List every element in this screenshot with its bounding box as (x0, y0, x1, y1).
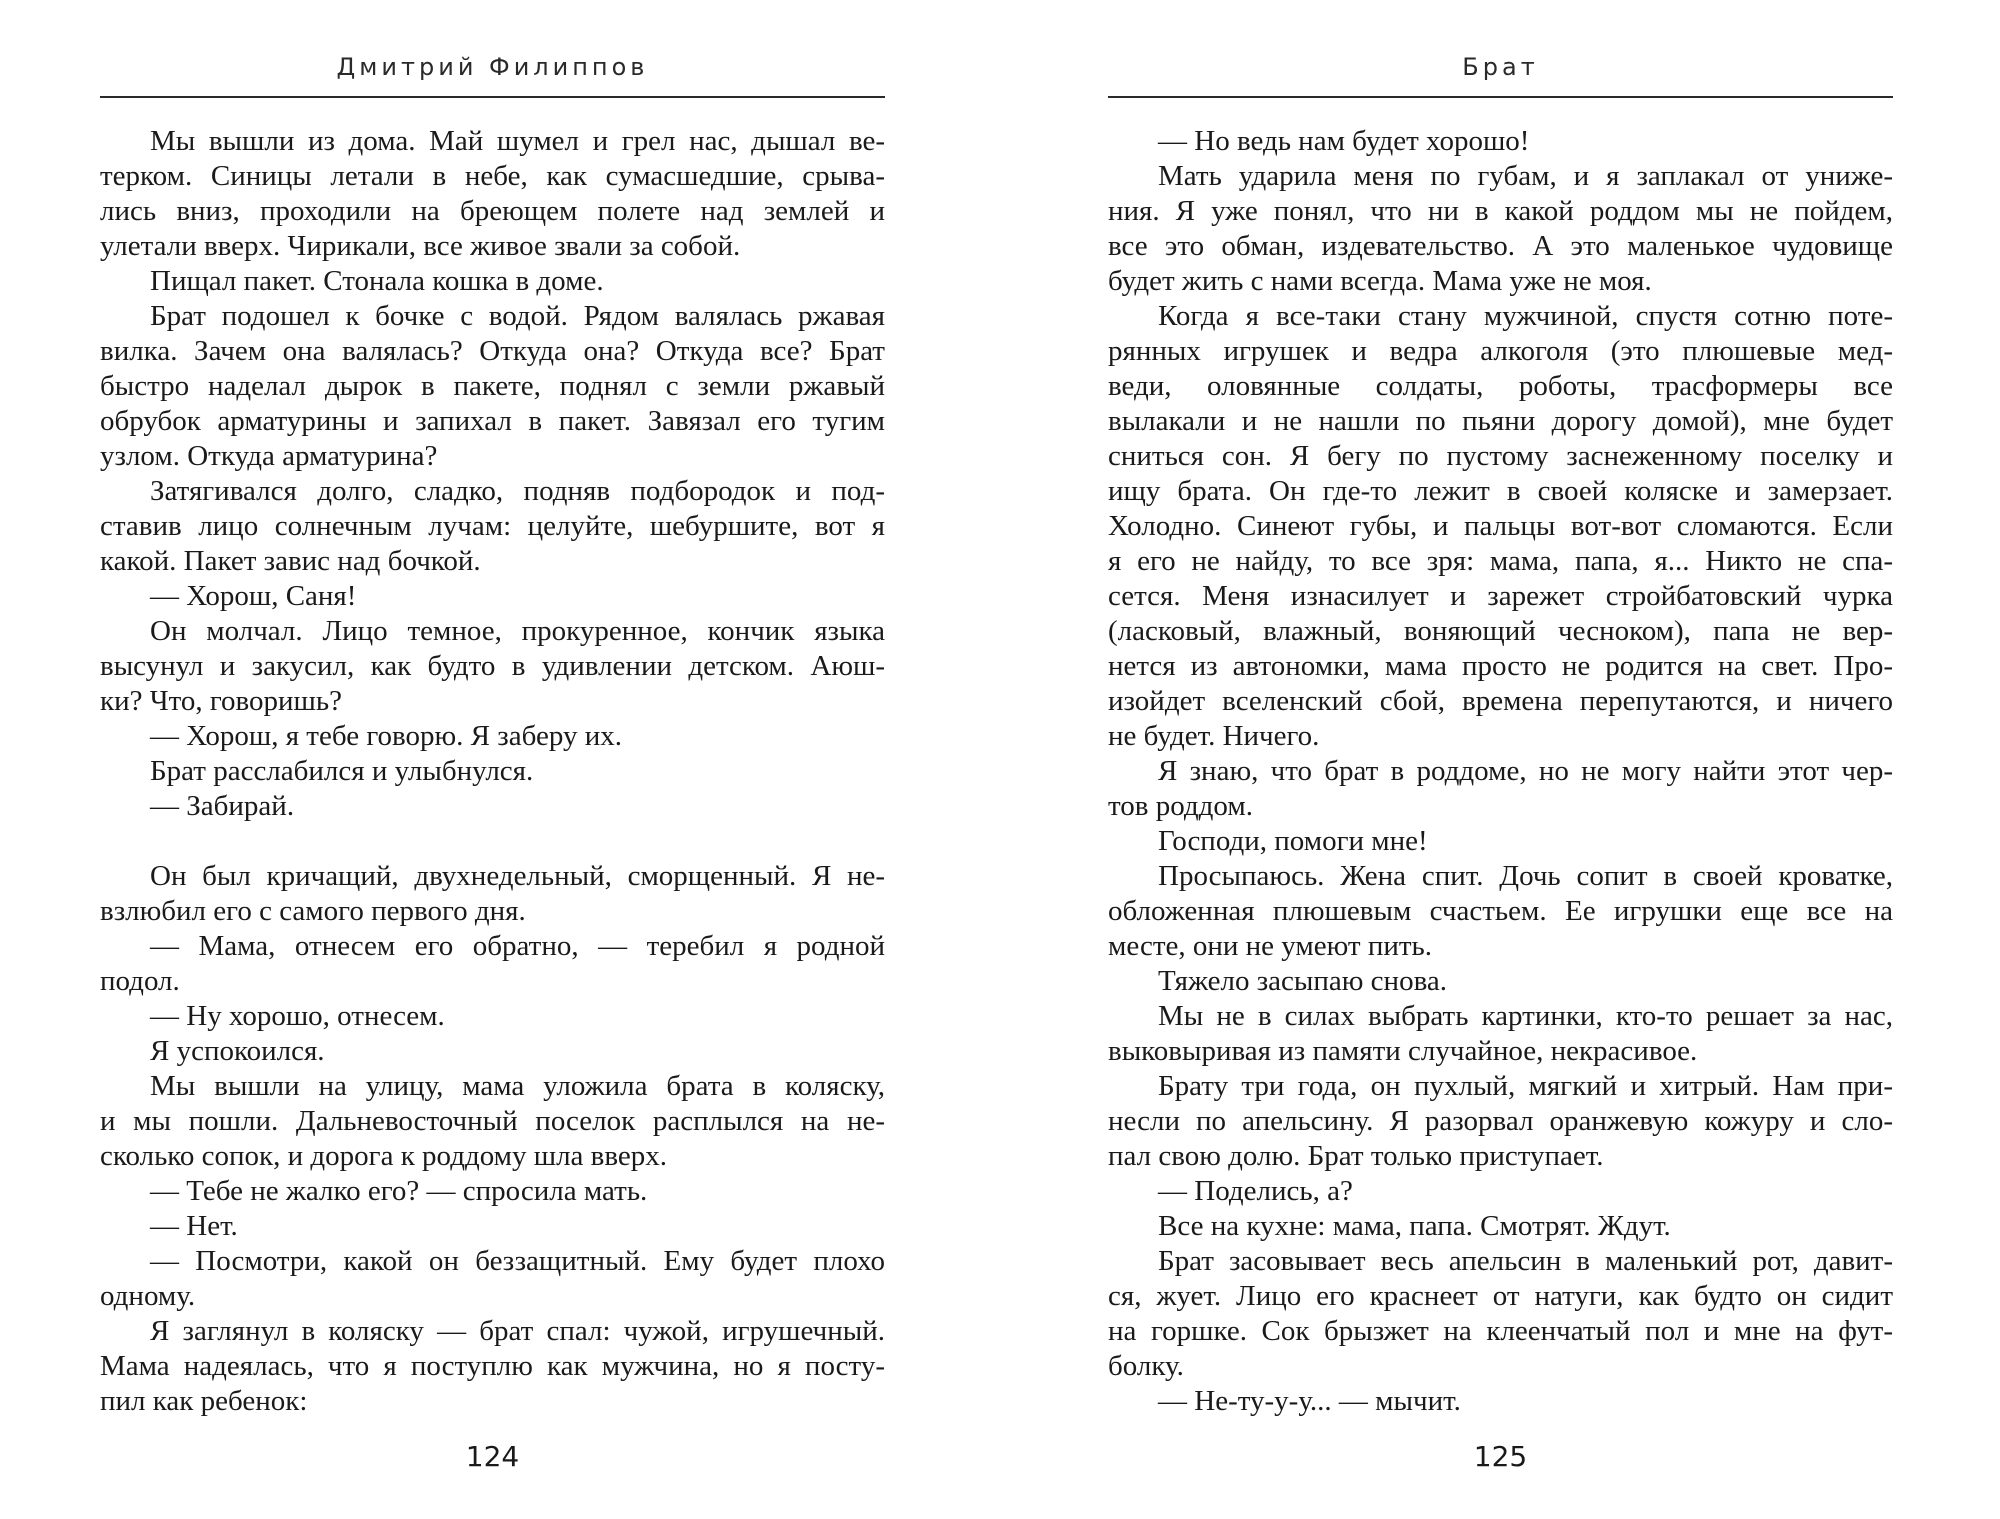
text-line: — Посмотри, какой он беззащитный. Ему будет плохо (150, 1245, 885, 1277)
left-body-text (100, 124, 885, 1419)
text-line: пал свою долю. Брат только приступает. (1108, 1140, 1604, 1172)
text-line: обложенная плюшевым счастьем. Ее игрушки еще все на (1108, 895, 1893, 927)
text-line: Брат расслабился и улыбнулся. (150, 755, 534, 787)
text-line: улетали вверх. Чирикали, все живое звали за собой. (100, 230, 741, 262)
text-line: какой. Пакет завис над бочкой. (100, 545, 481, 577)
text-line: Я успокоился. (150, 1035, 325, 1067)
text-line: и мы пошли. Дальневосточный поселок расплылся на не- (100, 1105, 885, 1137)
text-line: Брат подошел к бочке с водой. Рядом валялась ржавая (150, 300, 885, 332)
text-line: быстро наделал дырок в пакете, поднял с земли ржавый (100, 370, 885, 402)
text-line: лись вниз, проходили на бреющем полете над землей и (100, 195, 885, 227)
right-running-head: Брат (1462, 53, 1539, 81)
text-line: Мы не в силах выбрать картинки, кто-то решает за нас, (1158, 1000, 1893, 1032)
text-line: несли по апельсину. Я разорвал оранжевую кожуру и сло- (1108, 1105, 1893, 1137)
text-line: вылакали и не нашли по пьяни дорогу домой), мне будет (1108, 405, 1893, 437)
text-line: пил как ребенок: (100, 1385, 308, 1417)
left-page-number: 124 (465, 1440, 520, 1473)
text-line: Я заглянул в коляску — брат спал: чужой, игрушечный. (150, 1315, 885, 1347)
text-line: Просыпаюсь. Жена спит. Дочь сопит в своей кроватке, (1158, 860, 1893, 892)
text-line: терком. Синицы летали в небе, как сумасшедшие, срыва- (100, 160, 885, 192)
text-line: узлом. Откуда арматурина? (100, 440, 438, 472)
text-line: Холодно. Синеют губы, и пальцы вот-вот сломаются. Если (1108, 510, 1893, 542)
text-line: высунул и закусил, как будто в удивлении детском. Аюш- (100, 650, 885, 682)
text-line: Мы вышли на улицу, мама уложила брата в коляску, (150, 1070, 885, 1102)
text-line: сется. Меня изнасилует и зарежет стройбатовский чурка (1108, 580, 1893, 612)
right-page-number: 125 (1473, 1440, 1528, 1473)
text-line: — Тебе не жалко его? — спросила мать. (150, 1175, 648, 1207)
text-line: — Забирай. (150, 790, 295, 822)
text-line: Брату три года, он пухлый, мягкий и хитрый. Нам при- (1158, 1070, 1893, 1102)
right-page (1108, 0, 1893, 1519)
text-line: Он был кричащий, двухнедельный, сморщенный. Я не- (150, 860, 885, 892)
text-line: рянных игрушек и ведра алкоголя (это плюшевые мед- (1108, 335, 1893, 367)
text-line: месте, они не умеют пить. (1108, 930, 1433, 962)
text-line: Все на кухне: мама, папа. Смотрят. Ждут. (1158, 1210, 1671, 1242)
text-line: тов роддом. (1108, 790, 1253, 822)
text-line: взлюбил его с самого первого дня. (100, 895, 526, 927)
text-line: ки? Что, говоришь? (100, 685, 342, 717)
text-line: — Хорош, Саня! (150, 580, 357, 612)
text-line: сколько сопок, и дорога к роддому шла вверх. (100, 1140, 668, 1172)
text-line: Господи, помоги мне! (1158, 825, 1428, 857)
text-line: — Нет. (150, 1210, 238, 1242)
text-line: выковыривая из памяти случайное, некрасивое. (1108, 1035, 1698, 1067)
text-line: — Ну хорошо, отнесем. (150, 1000, 445, 1032)
text-line: — Но ведь нам будет хорошо! (1158, 125, 1530, 157)
text-line: будет жить с нами всегда. Мама уже не моя. (1108, 265, 1652, 297)
text-line: не будет. Ничего. (1108, 720, 1320, 752)
text-line: — Мама, отнесем его обратно, — теребил я родной (150, 930, 885, 962)
text-line: веди, оловянные солдаты, роботы, трасформеры все (1108, 370, 1893, 402)
text-line: одному. (100, 1280, 196, 1312)
left-running-head: Дмитрий Филиппов (336, 53, 649, 81)
text-line: — Поделись, а? (1158, 1175, 1353, 1207)
text-line: (ласковый, влажный, воняющий чесноком), папа не вер- (1108, 615, 1893, 647)
text-line: — Хорош, я тебе говорю. Я заберу их. (150, 720, 622, 752)
text-line: болку. (1108, 1350, 1184, 1382)
text-line: — Не-ту-у-у... — мычит. (1158, 1385, 1461, 1417)
text-line (100, 824, 885, 859)
text-line: Тяжело засыпаю снова. (1158, 965, 1448, 997)
text-line: Мать ударила меня по губам, и я заплакал от униже- (1158, 160, 1893, 192)
text-line: Он молчал. Лицо темное, прокуренное, кончик языка (150, 615, 885, 647)
right-header-rule (1108, 96, 1893, 98)
text-line: Затягивался долго, сладко, подняв подбородок и под- (150, 475, 885, 507)
text-line: Я знаю, что брат в роддоме, но не могу найти этот чер- (1158, 755, 1893, 787)
right-body-text (1108, 124, 1893, 1419)
text-line: нется из автономки, мама просто не родится на свет. Про- (1108, 650, 1893, 682)
text-line: Брат засовывает весь апельсин в маленький рот, давит- (1158, 1245, 1893, 1277)
text-line: ся, жует. Лицо его краснеет от натуги, как будто он сидит (1108, 1280, 1893, 1312)
text-line: обрубок арматурины и запихал в пакет. Завязал его тугим (100, 405, 885, 437)
text-line: Мама надеялась, что я поступлю как мужчина, но я посту- (100, 1350, 885, 1382)
text-line: Пищал пакет. Стонала кошка в доме. (150, 265, 604, 297)
text-line: изойдет вселенский сбой, времена перепутаются, и ничего (1108, 685, 1893, 717)
text-line: подол. (100, 965, 180, 997)
text-line: ния. Я уже понял, что ни в какой роддом мы не пойдем, (1108, 195, 1893, 227)
left-header-rule (100, 96, 885, 98)
text-line: Когда я все-таки стану мужчиной, спустя сотню поте- (1158, 300, 1893, 332)
text-line: все это обман, издевательство. А это маленькое чудовище (1108, 230, 1893, 262)
text-line: ищу брата. Он где-то лежит в своей коляске и замерзает. (1108, 475, 1893, 507)
text-line: вилка. Зачем она валялась? Откуда она? Откуда все? Брат (100, 335, 885, 367)
left-page (100, 0, 885, 1519)
text-line: я его не найду, то все зря: мама, папа, я... Никто не спа- (1108, 545, 1893, 577)
text-line: ставив лицо солнечным лучам: целуйте, шебуршите, вот я (100, 510, 885, 542)
text-line: сниться сон. Я бегу по пустому заснеженному поселку и (1108, 440, 1893, 472)
text-line: на горшке. Сок брызжет на клеенчатый пол и мне на фут- (1108, 1315, 1893, 1347)
text-line: Мы вышли из дома. Май шумел и грел нас, дышал ве- (150, 125, 885, 157)
